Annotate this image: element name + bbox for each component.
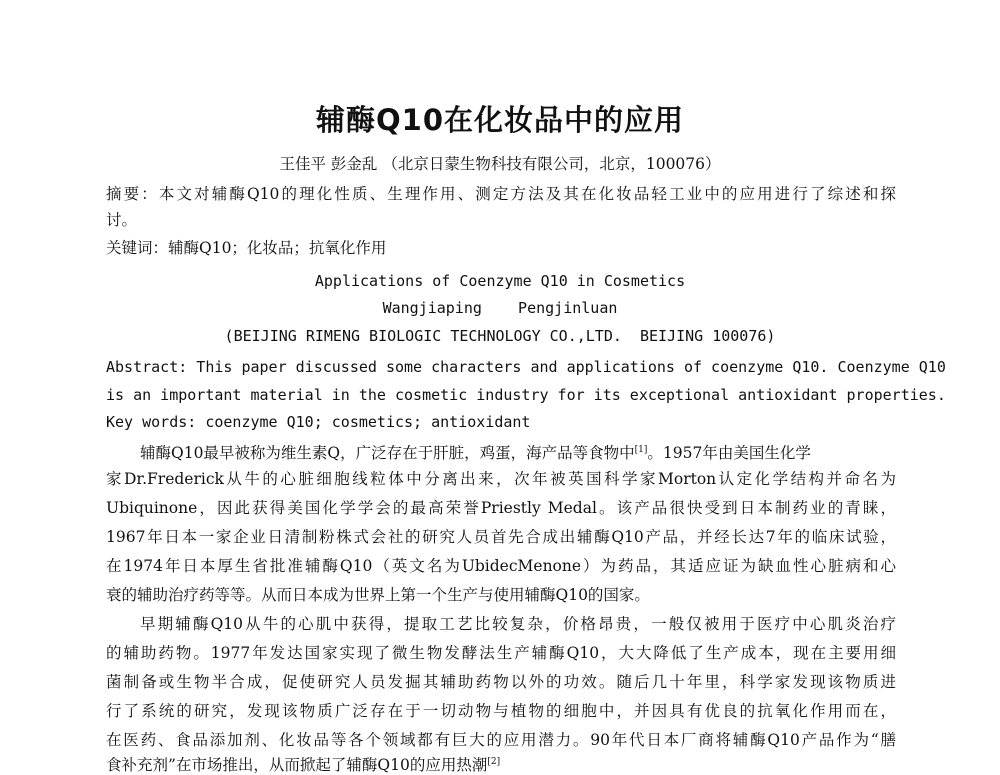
affiliation-en: (BEIJING RIMENG BIOLOGIC TECHNOLOGY CO.,LTD. BEIJING 100076) (224, 327, 776, 345)
title-en: Applications of Coenzyme Q10 in Cosmetics (314, 272, 686, 290)
para1-line-5: 在1974年日本厚生省批准辅酶Q10（英文名为UbidecMenone）为药品，其适应证为缺血性心脏病和心 (106, 557, 896, 575)
para2-line-3: 菌制备或生物半合成，促使研究人员发掘其辅助药物以外的功效。随后几十年里，科学家发现该物质进 (106, 673, 896, 691)
abstract-en-line-1: Abstract: This paper discussed some characters and applications of coenzyme Q10. Coenzyme Q10 (106, 358, 946, 376)
para1-line-3: Ubiquinone，因此获得美国化学学会的最高荣誉Priestly Medal。该产品很快受到日本制药业的青睐， (106, 499, 896, 517)
keywords-cn: 关键词：辅酶Q10；化妆品；抗氧化作用 (106, 239, 387, 257)
para2-line-1: 早期辅酶Q10从牛的心肌中获得，提取工艺比较复杂，价格昂贵，一般仅被用于医疗中心肌炎治疗 (140, 615, 896, 633)
reference-2: [2] (487, 757, 501, 767)
para1-line-1-tail: 。1957年由美国生化学 (647, 444, 811, 463)
para2-line-4: 行了系统的研究，发现该物质广泛存在于一切动物与植物的细胞中，并因具有优良的抗氧化作用而在， (106, 702, 896, 720)
para2-line-6 (106, 752, 896, 775)
abstract-cn-line-1: 摘要：本文对辅酶Q10的理化性质、生理作用、测定方法及其在化妆品轻工业中的应用进行了综述和探 (106, 185, 896, 203)
para2-line-6-text: 食补充剂”在市场推出，从而掀起了辅酶Q10的应用热潮 (106, 756, 488, 775)
para2-line-2: 的辅助药物。1977年发达国家实现了微生物发酵法生产辅酶Q10，大大降低了生产成本，现在主要用细 (106, 644, 896, 662)
reference-1: [1] (634, 445, 648, 455)
para1-line-4: 1967年日本一家企业日清制粉株式会社的研究人员首先合成出辅酶Q10产品，并经长达7年的临床试验， (106, 528, 896, 546)
para1-line-1-text: 辅酶Q10最早被称为维生素Q，广泛存在于肝脏，鸡蛋，海产品等食物中 (140, 444, 635, 463)
keywords-en: Key words: coenzyme Q10; cosmetics; antioxidant (106, 413, 531, 431)
authors-en: Wangjiaping Pengjinluan (382, 299, 618, 317)
para1-line-2: 家Dr.Frederick从牛的心脏细胞线粒体中分离出来，次年被英国科学家Morton认定化学结构并命名为 (106, 470, 896, 488)
paper-title: 辅酶Q10在化妆品中的应用 (315, 103, 684, 137)
abstract-en-line-2: is an important material in the cosmetic industry for its exceptional antioxidant properties. (106, 386, 946, 404)
abstract-cn-line-2: 讨。 (106, 211, 138, 229)
para1-line-6: 衰的辅助治疗药等等。从而日本成为世界上第一个生产与使用辅酶Q10的国家。 (106, 586, 650, 604)
para2-line-5: 在医药、食品添加剂、化妆品等各个领域都有巨大的应用潜力。90年代日本厂商将辅酶Q10产品作为“膳 (106, 731, 896, 749)
para1-line-1 (140, 440, 896, 463)
authors-cn: 王佳平 彭金乱 （北京日蒙生物科技有限公司，北京，100076） (279, 155, 721, 173)
